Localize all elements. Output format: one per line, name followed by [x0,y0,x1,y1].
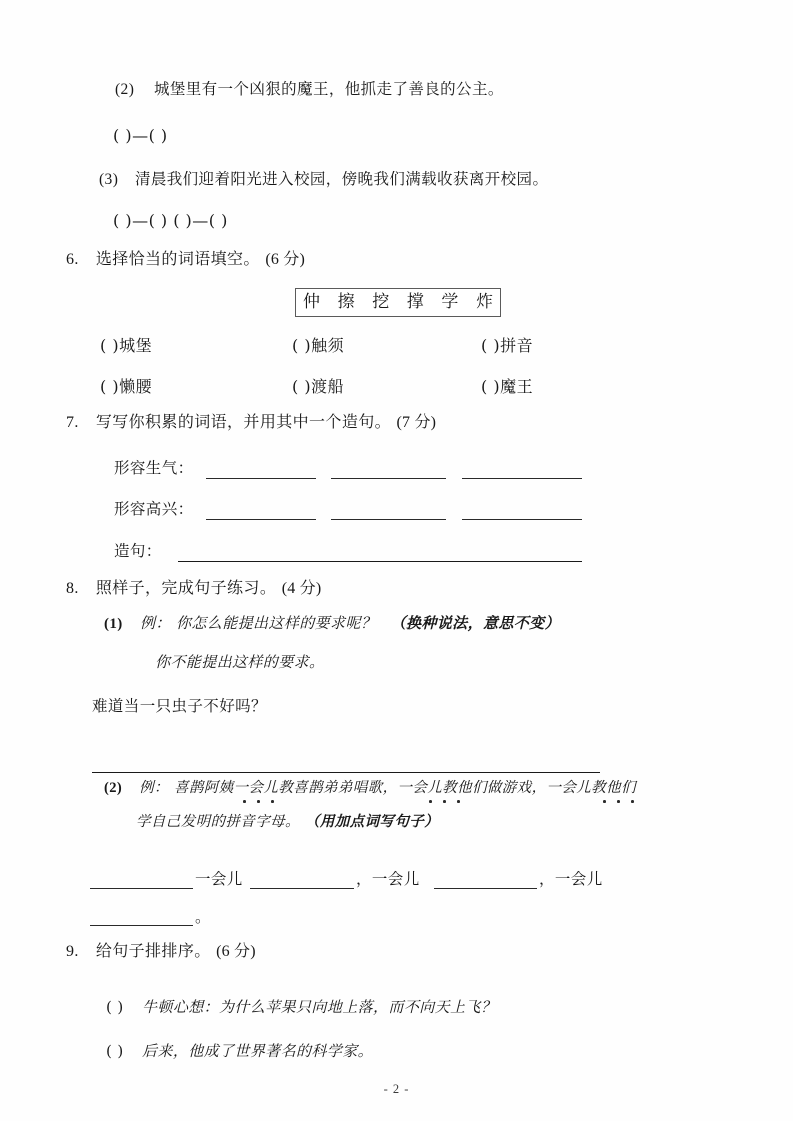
q8-item2-blank-1[interactable] [250,888,354,889]
carryover-item-3-answer-slots[interactable] [113,211,228,230]
q7-heading [66,414,436,431]
q7-score: (7 分) [396,414,437,431]
carryover-item-3 [99,172,548,188]
carryover-item-3-label: (3) [99,171,119,188]
q8-item1-model-answer: 你不能提出这样的要求。 [155,653,325,671]
q7-number: 7. [66,414,79,431]
q8-score: (4 分) [281,580,322,597]
emphasis-dot-icon [271,800,274,803]
q7-sentence-blank[interactable] [178,561,582,562]
q7-row-1-blank-0[interactable] [206,519,316,520]
q8-item2-example-line-2 [136,815,439,830]
q6-blank-4-paren: ( ) [292,377,312,396]
word-bank-char-5: 炸 [475,291,493,312]
emphasis-dot-icon [457,800,460,803]
q8-title: 照样子，完成句子练习。 [95,578,277,597]
answer-slot-text: ( )—( ) ( )—( ) [113,211,228,230]
q7-row-0-blank-2[interactable] [462,478,582,479]
q6-blank-4[interactable] [292,374,344,397]
emphasis-dot-icon [243,800,246,803]
q8-item2-example-part2: 学自己发明的拼音字母。 [136,814,300,830]
q8-item2-example-part1: 喜鹊阿姨一会儿教喜鹊弟弟唱歌，一会儿教他们做游戏，一会儿教他们 [173,780,636,796]
emphasis-dot-icon [631,800,634,803]
q6-blank-1[interactable] [292,333,344,356]
q9-item-1-paren: ( ) [106,1042,124,1060]
q7-row-0-label: 形容生气： [114,459,194,477]
emphasis-dot-icon [429,800,432,803]
carryover-item-2-text: 城堡里有一个凶狠的魔王，他抓走了善良的公主。 [153,80,504,98]
word-bank-char-0: 仲 [303,291,320,312]
q8-item1-answer-blank[interactable] [92,772,600,773]
q8-item2-blank-0[interactable] [90,888,193,889]
q6-blank-4-word: 渡船 [311,377,345,396]
q7-row-1-blank-1[interactable] [331,519,446,520]
q8-item1-example: 你怎么能提出这样的要求呢？ [176,614,377,632]
q7-title: 写写你积累的词语，并用其中一个造句。 [95,412,392,431]
q8-item1-label: (1) [104,616,123,632]
q7-row-0-blank-1[interactable] [331,478,446,479]
q6-blank-5-word: 魔王 [500,377,534,396]
q6-blank-2-word: 拼音 [500,336,534,355]
q8-item2-blank-3[interactable] [90,925,193,926]
q7-row-1-label: 形容高兴： [114,500,194,518]
carryover-item-2-label: (2) [115,81,135,98]
q8-item1-example-line [104,616,560,632]
emphasis-dot-icon [603,800,606,803]
word-bank-char-1: 擦 [337,291,355,312]
q6-blank-3-paren: ( ) [100,377,120,396]
q6-blank-0-word: 城堡 [119,336,153,355]
q9-item-0-text: 牛顿心想：为什么苹果只向地上落，而不向天上飞？ [142,998,497,1016]
q9-item-1[interactable] [106,1044,373,1059]
q8-item2-conn-1: ，一会儿 [356,870,420,888]
emphasis-dot-icon [617,800,620,803]
q6-score: (6 分) [265,251,305,268]
q6-blank-0-paren: ( ) [100,336,120,355]
q6-number: 6. [66,251,79,268]
answer-slot-text: ( )—( ) [113,126,168,145]
q8-item2-instruction: （用加点词写句子） [304,813,440,830]
q8-item2-prefix: 例： [139,780,169,796]
q8-item2-blank-2[interactable] [434,888,537,889]
q8-item2-end-punct: 。 [195,908,211,926]
q6-word-bank [295,288,501,317]
q8-item1-prefix: 例： [140,614,171,632]
q6-blank-0[interactable] [100,333,152,356]
q8-item1-instruction: （换种说法，意思不变） [390,614,560,632]
q6-blank-2[interactable] [481,333,533,356]
word-bank-char-4: 学 [441,291,459,312]
q6-heading [66,251,305,268]
q8-heading [66,580,321,597]
emphasis-dot-icon [443,800,446,803]
carryover-item-2-answer-slots[interactable] [113,126,168,145]
q8-item2-conn-2: ，一会儿 [539,870,603,888]
word-bank-char-2: 挖 [372,291,390,312]
q9-number: 9. [66,943,79,960]
q8-item2-label: (2) [104,780,123,796]
q6-blank-5-paren: ( ) [481,377,501,396]
q6-title: 选择恰当的词语填空。 [95,249,260,268]
q7-row-0-blank-0[interactable] [206,478,316,479]
q6-blank-5[interactable] [481,374,533,397]
q9-item-0-paren: ( ) [106,998,124,1016]
q9-item-0[interactable] [106,1000,496,1015]
q7-sentence-label: 造句： [114,542,162,560]
q8-item2-example-line-1 [104,781,636,796]
q9-title: 给句子排排序。 [95,941,211,960]
page-number-footer: - 2 - [383,1082,410,1096]
carryover-item-2 [115,82,504,98]
q6-blank-3[interactable] [100,374,152,397]
q8-number: 8. [66,580,79,597]
q8-item2-conn-0: 一会儿 [195,870,243,888]
word-bank-char-3: 撑 [406,291,424,312]
q6-blank-2-paren: ( ) [481,336,501,355]
q9-heading [66,943,256,960]
q9-score: (6 分) [216,943,256,960]
q6-blank-1-word: 触须 [311,336,345,355]
q8-item1-prompt: 难道当一只虫子不好吗？ [92,697,267,715]
q6-blank-1-paren: ( ) [292,336,312,355]
q7-row-1-blank-2[interactable] [462,519,582,520]
q9-item-1-text: 后来，他成了世界著名的科学家。 [142,1042,374,1060]
emphasis-dot-icon [257,800,260,803]
carryover-item-3-text: 清晨我们迎着阳光进入校园，傍晚我们满载收获离开校园。 [134,170,549,188]
q6-blank-3-word: 懒腰 [119,377,153,396]
